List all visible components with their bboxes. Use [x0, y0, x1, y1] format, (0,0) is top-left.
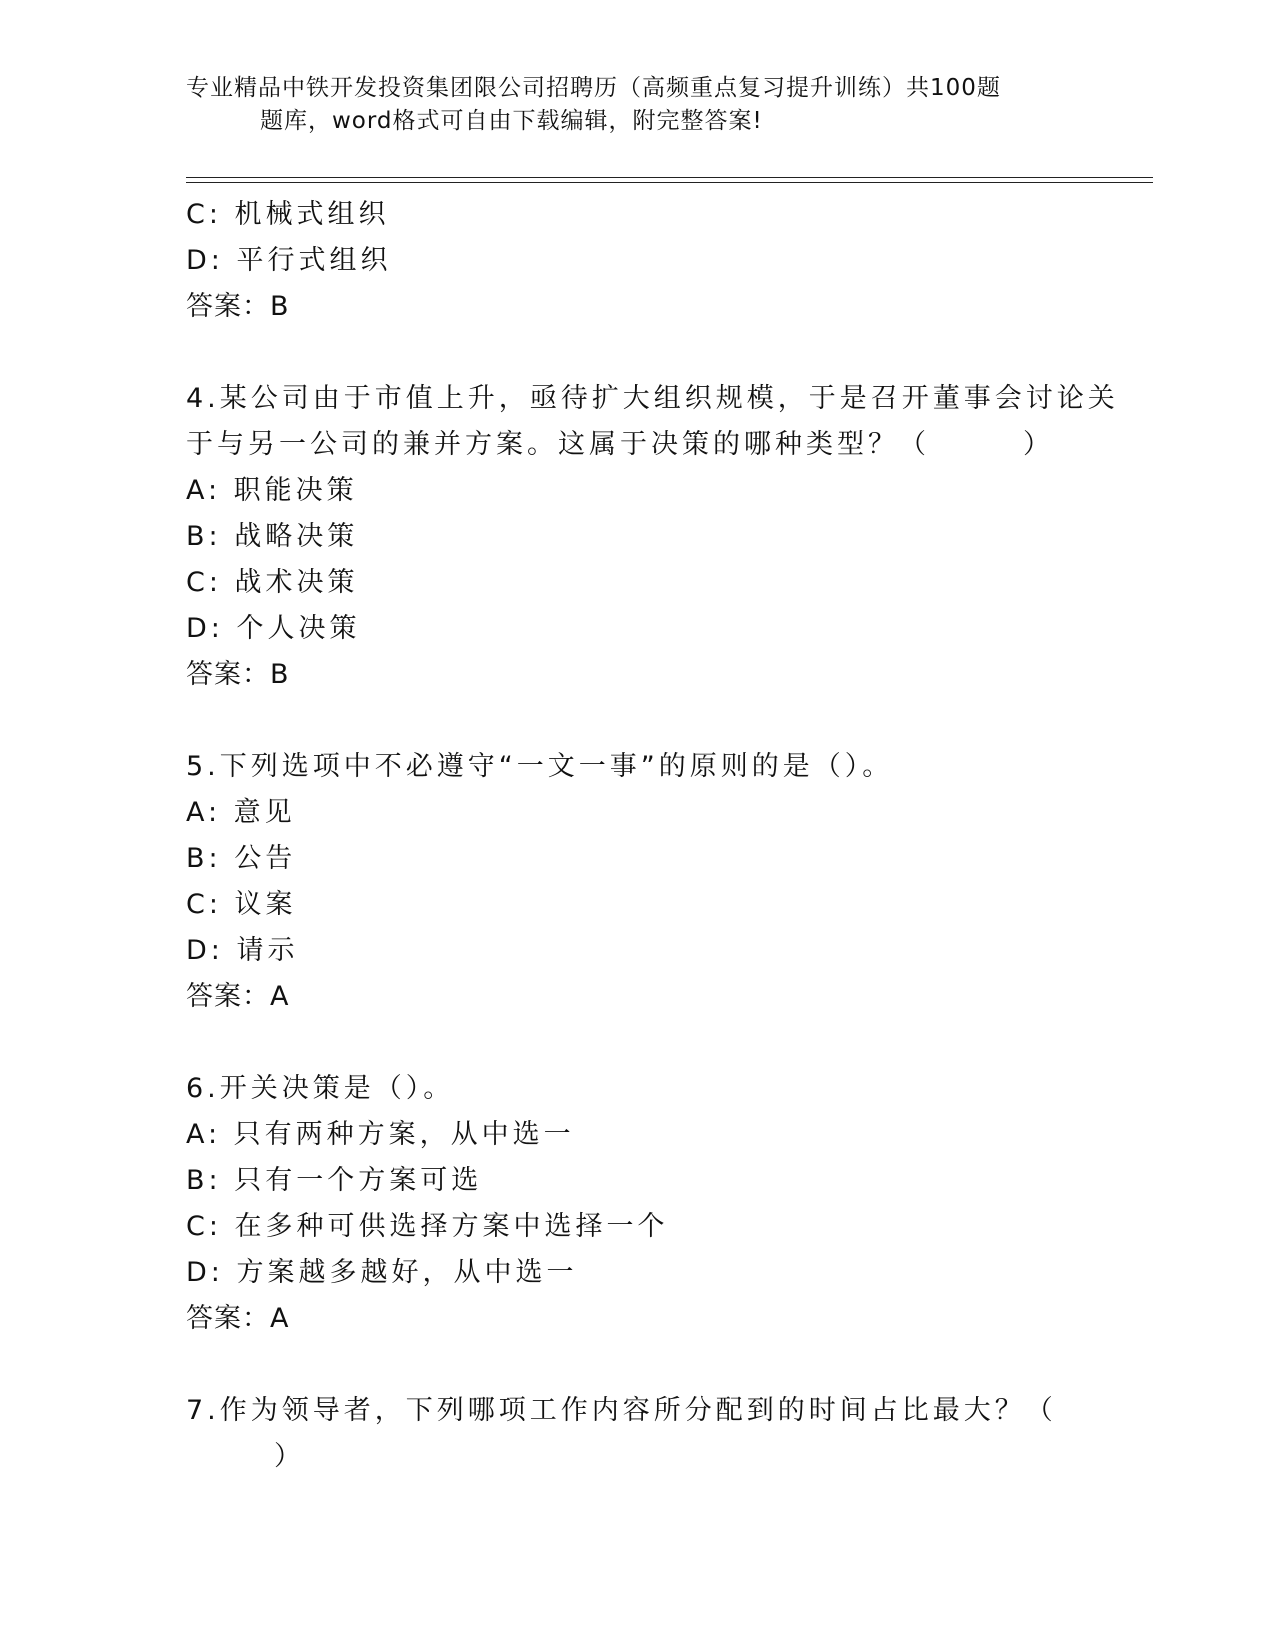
option-d: D: 方案越多越好，从中选一 — [186, 1257, 578, 1288]
question-6 — [186, 1066, 1066, 1342]
question-7 — [186, 1388, 1066, 1480]
option-c: C: 机械式组织 — [186, 199, 390, 230]
answer: 答案：B — [186, 291, 290, 322]
question-stem: 5.下列选项中不必遵守“一文一事”的原则的是（）。 — [186, 751, 894, 782]
question-stem: 6.开关决策是（）。 — [186, 1073, 455, 1104]
option-c: C: 在多种可供选择方案中选择一个 — [186, 1211, 669, 1242]
question-stem-line1: 7.作为领导者，下列哪项工作内容所分配到的时间占比最大？（ — [186, 1395, 1057, 1426]
question-list — [186, 192, 1119, 1480]
option-c: C: 议案 — [186, 889, 297, 920]
option-b: B: 公告 — [186, 843, 297, 874]
option-a: A: 意见 — [186, 797, 296, 828]
spacer — [186, 330, 1066, 376]
question-5 — [186, 744, 1066, 1020]
option-b: B: 战略决策 — [186, 521, 359, 552]
header-divider-bottom — [186, 182, 1153, 183]
question-stem-line1: 4.某公司由于市值上升，亟待扩大组织规模，于是召开董事会讨论关 — [186, 383, 1119, 414]
question-3-tail — [186, 192, 1066, 330]
answer: 答案：A — [186, 981, 290, 1012]
option-a: A: 职能决策 — [186, 475, 358, 506]
option-b: B: 只有一个方案可选 — [186, 1165, 483, 1196]
header-title-line1: 专业精品中铁开发投资集团限公司招聘历（高频重点复习提升训练）共100题 — [186, 75, 1001, 101]
option-d: D: 个人决策 — [186, 613, 361, 644]
option-c: C: 战术决策 — [186, 567, 359, 598]
spacer — [186, 1020, 1066, 1066]
spacer — [186, 698, 1066, 744]
spacer — [186, 1342, 1066, 1388]
option-a: A: 只有两种方案，从中选一 — [186, 1119, 575, 1150]
header-divider-top — [186, 177, 1153, 178]
question-stem-line2: ） — [274, 1441, 305, 1472]
document-header — [186, 72, 1086, 138]
header-title-line2: 题库，word格式可自由下载编辑，附完整答案! — [260, 108, 763, 134]
question-stem-line2: 于与另一公司的兼并方案。这属于决策的哪种类型？（ ） — [186, 429, 1054, 460]
answer: 答案：B — [186, 659, 290, 690]
option-d: D: 平行式组织 — [186, 245, 392, 276]
option-d: D: 请示 — [186, 935, 299, 966]
answer: 答案：A — [186, 1303, 290, 1334]
question-4 — [186, 376, 1119, 698]
